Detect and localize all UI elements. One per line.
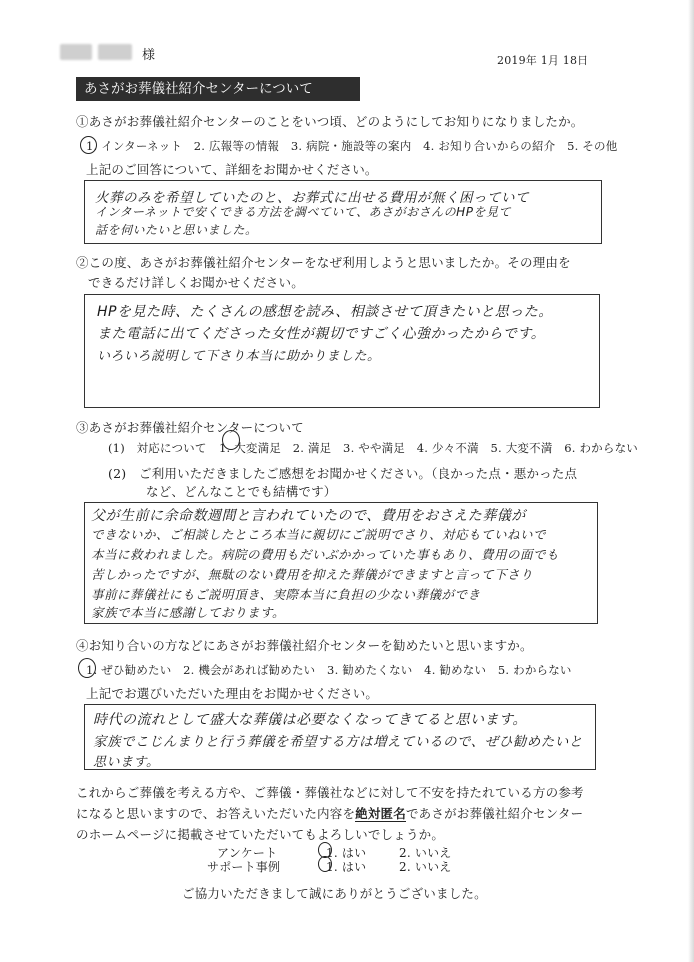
- section-title: あさがお葬儀社紹介センターについて: [76, 77, 360, 101]
- redacted-name: [60, 44, 92, 60]
- q3-answer-line: 事前に葬儀社にもご説明頂き、実際本当に負担の少ない葬儀ができ: [91, 587, 481, 602]
- q2-question-line2: できるだけ詳しくお聞かせください。: [88, 275, 304, 290]
- q2-answer-line: HPを見た時、たくさんの感想を読み、相談させて頂きたいと思った。: [97, 304, 553, 320]
- q4-answer-line: 家族でこじんまりと行う葬儀を希望する方は増えているので、ぜひ勧めたいと: [93, 734, 583, 750]
- q2-answer-line: いろいろ説明して下さり本当に助かりました。: [97, 349, 381, 364]
- page-edge-shadow: [688, 0, 694, 962]
- q3-answer-line: 本当に救われました。病院の費用もだいぶかかっていた事もあり、費用の面でも: [91, 547, 560, 562]
- q3-answer-line: 父が生前に余命数週間と言われていたので、費用をおさえた葬儀が: [91, 508, 526, 524]
- q1-followup: 上記のご回答について、詳細をお聞かせください。: [86, 162, 378, 177]
- q4-answer-line: 思います。: [93, 755, 160, 770]
- q3-answer-line: 家族で本当に感謝しております。: [91, 605, 286, 620]
- q4-selected-circle: [78, 658, 96, 678]
- q2-answer-box: [84, 294, 600, 408]
- q3-answer-box: [84, 502, 598, 624]
- consent-row-label: サポート事例: [207, 860, 281, 874]
- consent-row-label: アンケート: [217, 846, 278, 860]
- q4-question: ④お知り合いの方などにあさがお葬儀社紹介センターを勧めたいと思いますか。: [76, 638, 533, 653]
- consent-line2: [76, 804, 583, 822]
- q3-sub2-line1: (2) ご利用いただきましたご感想をお聞かせください。（良かった点・悪かった点: [108, 466, 578, 481]
- consent-line1: これからご葬儀を考える方や、ご葬儀・葬儀社などに対して不安を持たれている方の参考: [76, 785, 584, 800]
- q3-question: ③あさがお葬儀社紹介センターについて: [76, 420, 304, 435]
- q3-sub1-label: (1) 対応について: [108, 441, 207, 455]
- q1-answer-line: インターネットで安くできる方法を調べていて、あさがおさんのHPを見て: [95, 205, 511, 219]
- consent-row-yes: 1. はい: [326, 846, 367, 860]
- consent-line2-post: であさがお葬儀社紹介センター: [405, 806, 584, 821]
- closing-message: ご協力いただきまして誠にありがとうございました。: [182, 886, 487, 901]
- q3-answer-line: 苦しかったですが、無駄のない費用を抑えた葬儀ができますと言って下さり: [91, 567, 534, 582]
- redacted-name-2: [98, 44, 132, 60]
- q3-sub2-line2: など、どんなことでも結構です）: [146, 484, 337, 499]
- consent-row-yes: 1. はい: [326, 860, 367, 874]
- consent-line2-pre: になると思いますので、お答えいただいた内容を: [76, 806, 356, 821]
- anonymous-emphasis: 絶対匿名: [355, 806, 406, 821]
- consent-row-no: 2. いいえ: [399, 860, 452, 874]
- q4-answer-line: 時代の流れとして盛大な葬儀は必要なくなってきてると思います。: [93, 712, 527, 728]
- q1-selected-circle: [80, 136, 97, 154]
- q3-selected-circle: [222, 430, 240, 450]
- q1-options: 1. インターネット 2. 広報等の情報 3. 病院・施設等の案内 4. お知り合いからの紹介 5. その他: [86, 139, 618, 153]
- q4-answer-box: [84, 704, 596, 770]
- q3-answer-line: できないか、ご相談したところ本当に親切にご説明でさり、対応もていねいで: [91, 527, 547, 542]
- q1-question: ①あさがお葬儀社紹介センターのことをいつ頃、どのようにしてお知りになりましたか。: [76, 114, 584, 129]
- honorific: 様: [142, 48, 156, 63]
- q1-answer-line: 話を伺いたいと思いました。: [95, 223, 258, 237]
- q2-question-line1: ②この度、あさがお葬儀社紹介センターをなぜ利用しようと思いましたか。その理由を: [76, 255, 571, 270]
- q4-followup: 上記でお選びいただいた理由をお聞かせください。: [86, 686, 379, 701]
- q1-answer-line: 火葬のみを希望していたのと、お葬式に出せる費用が無く困っていて: [95, 190, 529, 206]
- q3-sub1-options: 1. 大変満足 2. 満足 3. やや満足 4. 少々不満 5. 大変不満 6. わからない: [219, 441, 638, 455]
- q1-answer-box: [84, 180, 602, 244]
- date: 2019年 1月 18日: [497, 54, 589, 67]
- consent-row-no: 2. いいえ: [399, 846, 452, 860]
- q2-answer-line: また電話に出てくださった女性が親切ですごく心強かったからです。: [97, 326, 546, 342]
- q4-options: 1. ぜひ勧めたい 2. 機会があれば勧めたい 3. 勧めたくない 4. 勧めない 5. わからない: [86, 663, 572, 677]
- consent-line3: のホームページに掲載させていただいてもよろしいでしょうか。: [76, 827, 445, 842]
